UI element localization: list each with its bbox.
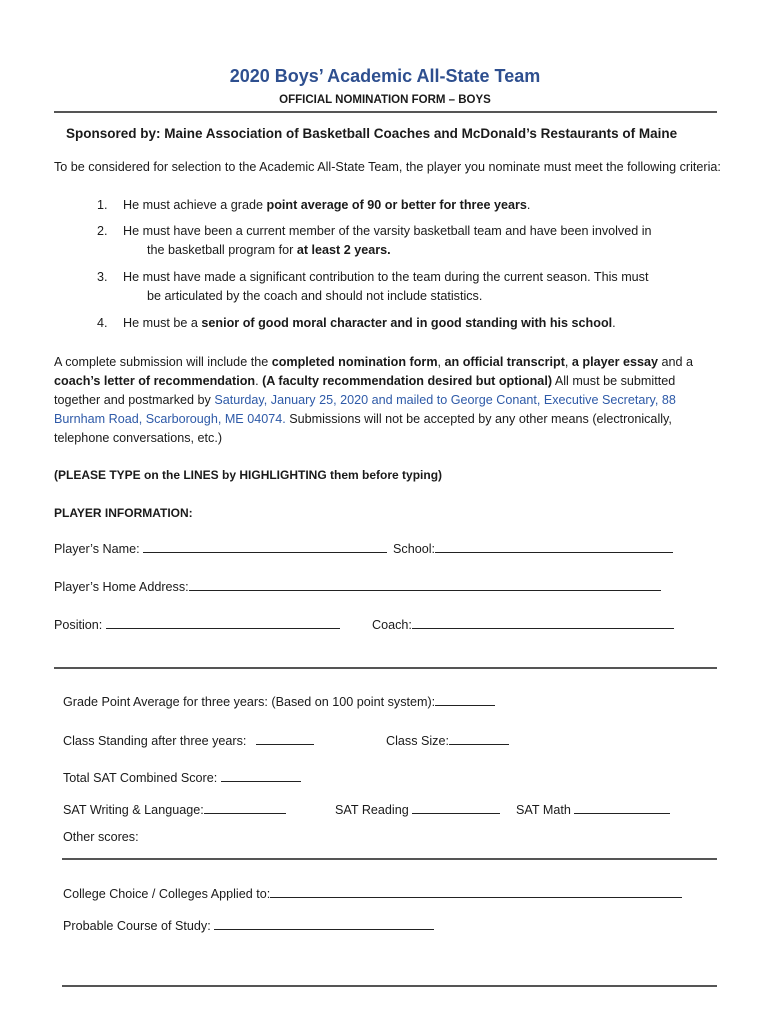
section-divider-2 [62, 858, 717, 860]
criteria-number: 1. [97, 198, 108, 212]
criteria-text: He must have made a significant contribution to the team during the current season. This must [123, 270, 649, 284]
course-of-study-label: Probable Course of Study: [63, 919, 211, 933]
school-field[interactable] [435, 538, 673, 553]
sat-reading-field[interactable] [412, 799, 500, 814]
submission-text: and a [658, 355, 694, 369]
criteria-text: He must be a [123, 316, 202, 330]
position-label: Position: [54, 618, 103, 632]
class-size-field[interactable] [449, 730, 509, 745]
sat-math-label: SAT Math [516, 803, 571, 817]
gpa-field[interactable] [435, 691, 495, 706]
gpa-row [63, 691, 495, 709]
submission-text: . [255, 374, 263, 388]
submission-bold: (A faculty recommendation desired but optional) [262, 374, 553, 388]
class-standing-field[interactable] [256, 730, 314, 745]
class-size-label: Class Size: [386, 734, 449, 748]
sat-reading-label: SAT Reading [335, 803, 409, 817]
sat-total-label: Total SAT Combined Score: [63, 771, 218, 785]
home-address-row [54, 576, 661, 594]
home-address-label: Player’s Home Address: [54, 580, 189, 594]
submission-text: Submissions will not be accepted by any other means (electronically, telephone conversations, etc.) [54, 412, 672, 445]
submission-bold: a player essay [571, 355, 659, 369]
sat-writing-field[interactable] [204, 799, 286, 814]
sponsor-line: Sponsored by: Maine Association of Basketball Coaches and McDonald’s Restaurants of Maine [66, 126, 678, 141]
coach-label: Coach: [372, 618, 412, 632]
criteria-text-end: . [526, 198, 531, 212]
college-choice-field[interactable] [270, 883, 682, 898]
sat-reading-row [335, 799, 500, 817]
form-subtitle: OFFICIAL NOMINATION FORM – BOYS [279, 94, 491, 106]
position-field[interactable] [106, 614, 340, 629]
header-divider [54, 111, 717, 113]
typing-instruction: (PLEASE TYPE on the LINES by HIGHLIGHTING them before typing) [54, 468, 443, 482]
course-of-study-row [63, 915, 434, 933]
school-row [393, 538, 673, 556]
criteria-text: the basketball program for [147, 243, 297, 257]
college-choice-row [63, 883, 682, 901]
criteria-number: 3. [97, 270, 108, 284]
sat-writing-row [63, 799, 286, 817]
sat-total-row [63, 767, 301, 785]
submission-bold: an official transcript [444, 355, 565, 369]
criteria-item-2 [97, 222, 717, 260]
criteria-text: He must achieve a grade [123, 198, 267, 212]
criteria-bold-text: at least 2 years. [296, 243, 391, 257]
other-scores-row [63, 830, 139, 844]
criteria-bold-text: senior of good moral character and in good standing with his school [201, 316, 613, 330]
course-of-study-field[interactable] [214, 915, 434, 930]
criteria-item-4 [97, 314, 717, 333]
submission-text: All must be submitted together and postmarked by [54, 374, 676, 407]
school-label: School: [393, 542, 436, 556]
criteria-number: 4. [97, 316, 108, 330]
intro-paragraph: To be considered for selection to the Academic All-State Team, the player you nominate must meet the following criteria: [54, 160, 721, 174]
submission-text: , [564, 355, 572, 369]
criteria-bold-text: point average of 90 or better for three years [266, 198, 527, 212]
home-address-field[interactable] [189, 576, 661, 591]
position-row [54, 614, 340, 632]
section-divider-1 [54, 667, 717, 669]
submission-text: , [437, 355, 445, 369]
class-standing-row [63, 730, 314, 748]
players-name-row [54, 538, 387, 556]
college-choice-label: College Choice / Colleges Applied to: [63, 887, 271, 901]
submission-text: A complete submission will include the [54, 355, 272, 369]
criteria-number: 2. [97, 224, 108, 238]
sat-math-row [516, 799, 670, 817]
submission-bold: completed nomination form [271, 355, 438, 369]
gpa-label: Grade Point Average for three years: (Based on 100 point system): [63, 695, 436, 709]
coach-field[interactable] [412, 614, 674, 629]
class-size-row [386, 730, 509, 748]
criteria-text: He must have been a current member of the varsity basketball team and have been involved in [123, 224, 652, 238]
sat-writing-label: SAT Writing & Language: [63, 803, 204, 817]
coach-row [372, 614, 674, 632]
criteria-item-3 [97, 268, 717, 306]
sat-total-field[interactable] [221, 767, 301, 782]
sat-math-field[interactable] [574, 799, 670, 814]
criteria-text-end: . [612, 316, 616, 330]
form-title: 2020 Boys’ Academic All-State Team [229, 66, 541, 86]
players-name-field[interactable] [143, 538, 387, 553]
submission-paragraph [54, 353, 724, 448]
players-name-label: Player’s Name: [54, 542, 140, 556]
class-standing-label: Class Standing after three years: [63, 734, 247, 748]
criteria-item-1 [97, 196, 717, 215]
submission-bold: coach’s letter of recommendation [54, 374, 256, 388]
other-scores-label: Other scores: [63, 830, 139, 844]
section-divider-3 [62, 985, 717, 987]
player-info-heading: PLAYER INFORMATION: [54, 506, 193, 520]
criteria-text: be articulated by the coach and should not include statistics. [147, 289, 483, 303]
mailing-address: Saturday, January 25, 2020 and mailed to George Conant, Executive Secretary, 88 Burnham Road, Scarborough, ME 04074. [54, 393, 676, 426]
